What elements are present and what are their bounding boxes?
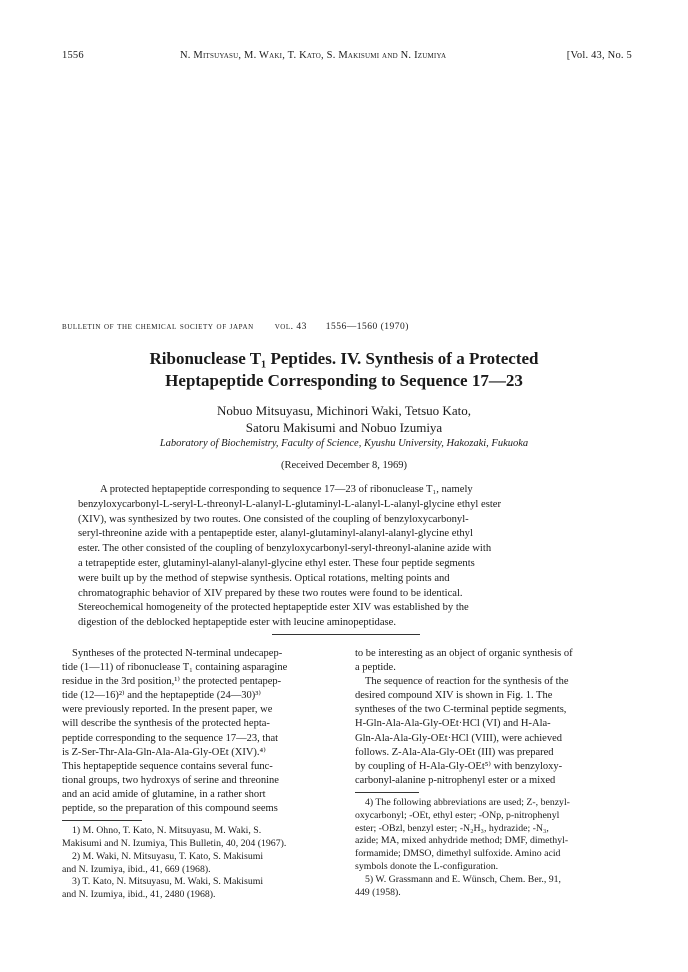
body-column-left	[62, 647, 334, 902]
journal-volume: vol. 43	[274, 322, 307, 332]
affiliation: Laboratory of Biochemistry, Faculty of Science, Kyushu University, Hakozaki, Fukuoka	[159, 438, 529, 449]
body-line: syntheses of the two C-terminal peptide segments,	[355, 704, 567, 716]
body-line: The sequence of reaction for the synthesis of the	[365, 676, 569, 688]
body-line: a peptide.	[355, 662, 396, 674]
body-line: peptide, so the preparation of this compound seems	[62, 803, 278, 815]
abstract-line: (XIV), was synthesized by two routes. One consisted of the coupling of benzyloxycarbonyl-	[78, 513, 469, 525]
footnote-line: 3) T. Kato, N. Mitsuyasu, M. Waki, S. Makisumi	[72, 876, 264, 888]
body-line: were previously reported. In the present paper, we	[62, 704, 273, 716]
page-number: 1556	[62, 50, 84, 61]
footnote-line: and N. Izumiya, ibid., 41, 2480 (1968).	[62, 889, 216, 901]
running-authors: N. Mitsuyasu, M. Waki, T. Kato, S. Makisumi and N. Izumiya	[180, 50, 447, 61]
footnote-line: Makisumi and N. Izumiya, This Bulletin, 40, 204 (1967).	[62, 837, 287, 849]
body-line: This heptapeptide sequence contains several func-	[62, 760, 273, 772]
footnote-line: and N. Izumiya, ibid., 41, 669 (1968).	[62, 863, 211, 875]
body-line: and an acid amide of glutamine, in a rather short	[62, 788, 266, 800]
received-date: (Received December 8, 1969)	[281, 460, 407, 471]
abstract-line: Stereochemical homogeneity of the protected heptapeptide ester XIV was established by the	[78, 602, 469, 614]
footnote-rule	[62, 820, 142, 821]
body-line: H-Gln-Ala-Ala-Gly-OEt·HCl (VI) and H-Ala-	[355, 718, 551, 730]
body-line: will describe the synthesis of the protected hepta-	[62, 718, 270, 730]
abstract-line: A protected heptapeptide corresponding to sequence 17—23 of ribonuclease T₁, namely	[100, 484, 473, 495]
body-line: carbonyl-alanine p-nitrophenyl ester or a mixed	[355, 774, 556, 786]
body-line: by coupling of H-Ala-Gly-OEt⁵⁾ with benzyloxy-	[355, 760, 563, 772]
body-line: Syntheses of the protected N-terminal undecapep-	[72, 648, 283, 659]
abstract-line: seryl-threonine azide with a pentapeptide ester, alanyl-glutaminyl-alanyl-alanyl-glycine ethyl	[78, 528, 473, 540]
running-header	[62, 50, 632, 64]
body-line: tide (1—11) of ribonuclease T₁ containing asparagine	[62, 662, 288, 674]
abstract-line: a tetrapeptide ester, glutaminyl-alanyl-alanyl-glycine ethyl ester. These four peptide segments	[78, 557, 475, 569]
body-line: tide (12—16)²⁾ and the heptapeptide (24—30)³⁾	[62, 690, 261, 702]
journal-pages: 1556—1560 (1970)	[325, 322, 409, 332]
footnote-rule	[355, 792, 419, 793]
body-line: to be interesting as an object of organic synthesis of	[355, 648, 573, 659]
abstract	[78, 483, 624, 631]
body-column-right	[355, 647, 629, 899]
abstract-line: chromatographic behavior of XIV prepared by these two routes were found to be identical.	[78, 587, 463, 599]
journal-citation	[62, 322, 632, 332]
section-divider	[272, 634, 420, 635]
body-line: follows. Z-Ala-Ala-Gly-OEt (III) was prepared	[355, 746, 554, 758]
abstract-line: ester. The other consisted of the coupling of benzyloxycarbonyl-seryl-threonyl-alanine azide with	[78, 543, 492, 555]
footnote-line: formamide; DMSO, dimethyl sulfoxide. Amino acid	[355, 848, 561, 860]
footnote-line: 2) M. Waki, N. Mitsuyasu, T. Kato, S. Makisumi	[72, 850, 264, 862]
body-line: tional groups, two hydroxys of serine and threonine	[62, 774, 279, 786]
footnote-line: symbols donote the L-configuration.	[355, 860, 499, 872]
volume-info: [Vol. 43, No. 5	[566, 50, 632, 61]
body-line: residue in the 3rd position,¹⁾ the protected pentapep-	[62, 676, 282, 688]
article-title-line2: Heptapeptide Corresponding to Sequence 17—23	[165, 371, 523, 390]
footnote-line: 449 (1958).	[355, 886, 401, 898]
author-line2: Satoru Makisumi and Nobuo Izumiya	[245, 420, 443, 435]
journal-name: bulletin of the chemical society of japan	[62, 322, 254, 332]
footnote-line: oxycarbonyl; -OEt, ethyl ester; -ONp, p-nitrophenyl	[355, 809, 560, 821]
body-line: desired compound XIV is shown in Fig. 1. The	[355, 690, 553, 702]
body-line: peptide corresponding to the sequence 17—23, that	[62, 732, 279, 744]
abstract-line: were built up by the method of stepwise synthesis. Optical rotations, melting points and	[78, 572, 450, 584]
footnote-line: 1) M. Ohno, T. Kato, N. Mitsuyasu, M. Waki, S.	[72, 825, 262, 837]
footnote-line: 5) W. Grassmann and E. Wünsch, Chem. Ber., 91,	[365, 873, 562, 885]
body-line: Gln-Ala-Ala-Gly-OEt·HCl (VIII), were achieved	[355, 732, 562, 744]
abstract-line: benzyloxycarbonyl-L-seryl-L-threonyl-L-alanyl-L-glutaminyl-L-alanyl-L-alanyl-glycine ethyl ester	[78, 498, 501, 510]
footnote-line: azide; MA, mixed anhydride method; DMF, dimethyl-	[355, 835, 569, 847]
abstract-line: digestion of the deblocked heptapeptide ester with leucine aminopeptidase.	[78, 617, 397, 629]
footnote-line: 4) The following abbreviations are used; Z-, benzyl-	[365, 796, 570, 808]
article-title-line1: Ribonuclease T₁ Peptides. IV. Synthesis of a Protected	[149, 349, 539, 368]
body-line: is Z-Ser-Thr-Ala-Gln-Ala-Ala-Gly-OEt (XIV).⁴⁾	[62, 746, 266, 758]
author-line1: Nobuo Mitsuyasu, Michinori Waki, Tetsuo Kato,	[217, 403, 471, 418]
footnote-line: ester; -OBzl, benzyl ester; -N₂H₃, hydrazide; -N₃,	[355, 822, 549, 834]
